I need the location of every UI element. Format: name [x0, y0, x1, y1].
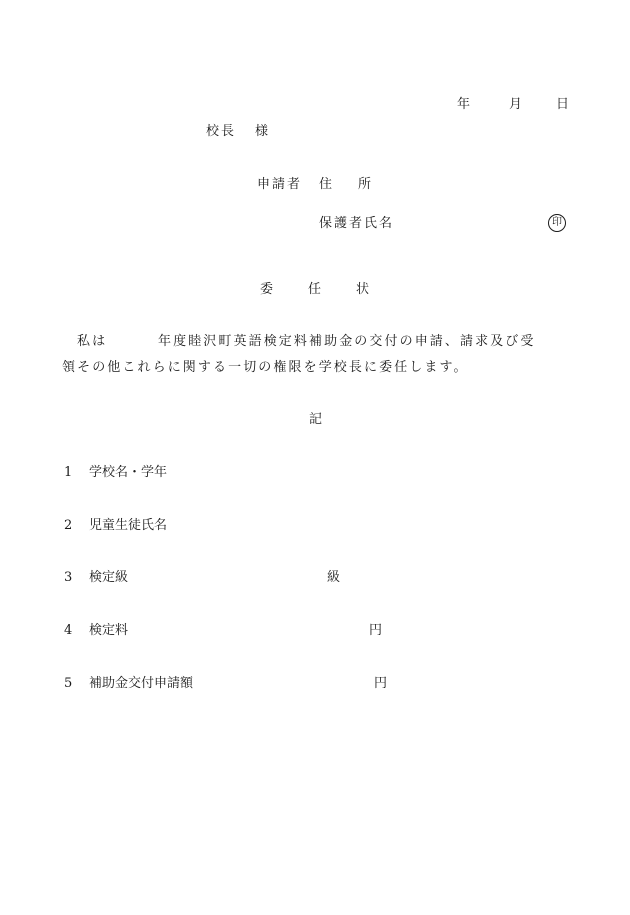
date-month: 月 — [509, 97, 523, 112]
body-line1-start: 私は — [77, 334, 108, 349]
item-2-label: 児童生徒氏名 — [89, 518, 168, 533]
date-day: 日 — [556, 97, 570, 112]
seal-mark: 印 — [548, 214, 566, 232]
item-4-unit: 円 — [369, 623, 383, 638]
item-5-label: 補助金交付申請額 — [89, 676, 194, 691]
item-5-unit: 円 — [374, 676, 388, 691]
item-1-number: 1 — [64, 465, 73, 480]
address-label: 住 所 — [319, 177, 372, 192]
item-3-unit: 級 — [327, 570, 341, 585]
title-char-3: 状 — [356, 282, 370, 297]
addressee-title: 校長 — [206, 124, 237, 139]
item-5-number: 5 — [64, 676, 73, 691]
addressee-honorific: 様 — [255, 124, 269, 139]
item-3-number: 3 — [64, 570, 73, 585]
guardian-name-label: 保護者氏名 — [319, 216, 395, 231]
title-char-1: 委 — [260, 282, 274, 297]
item-4-label: 検定料 — [89, 623, 129, 638]
item-4-number: 4 — [64, 623, 73, 638]
applicant-label: 申請者 — [257, 177, 303, 192]
title-char-2: 任 — [308, 282, 322, 297]
item-1-label: 学校名・学年 — [89, 465, 168, 480]
body-line1-rest: 年度睦沢町英語検定料補助金の交付の申請、請求及び受 — [158, 334, 536, 349]
ki-heading: 記 — [309, 412, 323, 427]
item-3-label: 検定級 — [89, 570, 129, 585]
item-2-number: 2 — [64, 518, 73, 533]
body-line2: 領その他これらに関する一切の権限を学校長に委任します。 — [62, 360, 469, 375]
date-year: 年 — [457, 97, 471, 112]
